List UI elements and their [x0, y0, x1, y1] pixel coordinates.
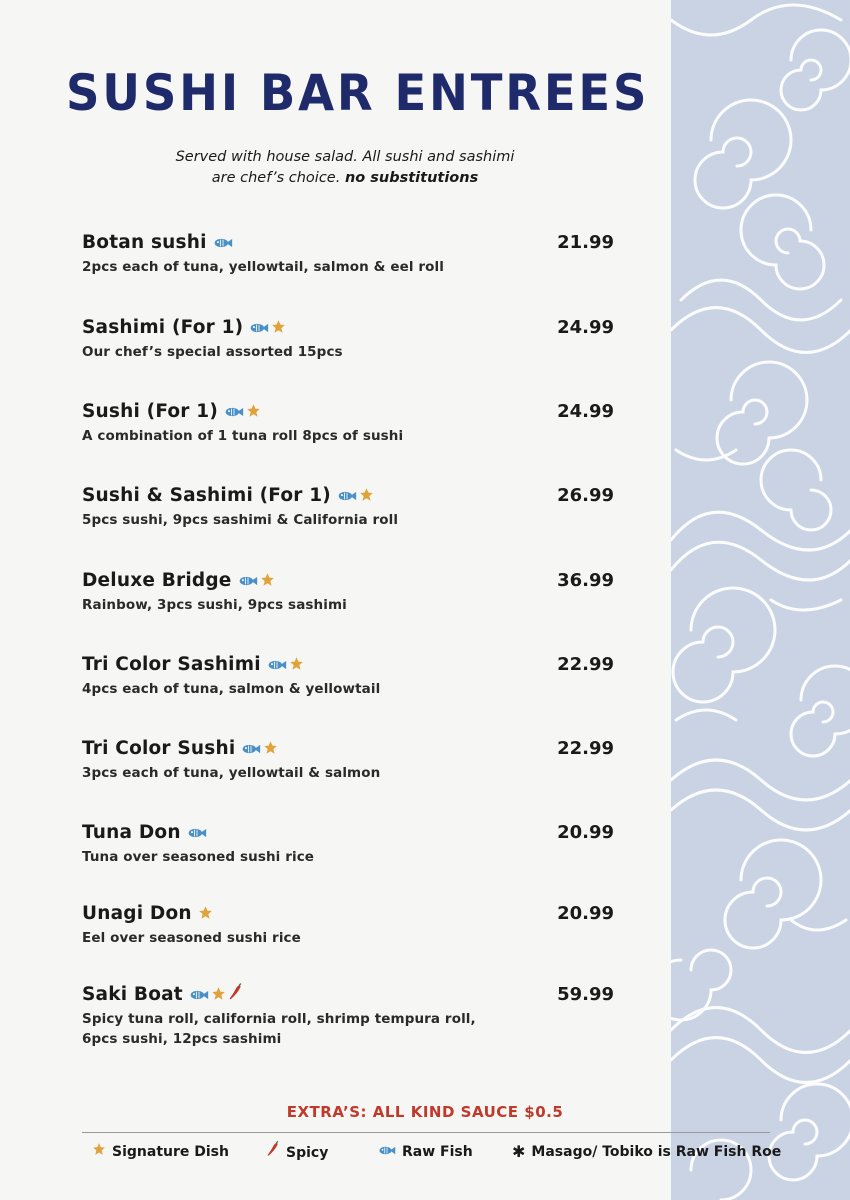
menu-item-description: Our chef’s special assorted 15pcs	[82, 344, 343, 360]
menu-item	[82, 398, 622, 446]
star-icon	[92, 1141, 106, 1163]
menu-item-name: Sushi & Sashimi (For 1)	[82, 485, 331, 506]
menu-item-header	[82, 819, 622, 847]
menu-item-icons	[189, 981, 245, 1009]
menu-item-icons	[337, 482, 376, 510]
legend-spicy: Spicy	[266, 1141, 328, 1164]
subtitle-line-1: Served with house salad. All sushi and sashimi	[175, 149, 515, 165]
subtitle-line-2: are chef’s choice. no substitutions	[211, 170, 479, 186]
menu-item-header	[82, 900, 622, 928]
page-title: SUSHI BAR ENTREES	[66, 64, 650, 122]
menu-item	[82, 981, 622, 1049]
menu-item-header	[82, 482, 622, 510]
menu-item	[82, 229, 622, 277]
chili-pepper-icon	[228, 982, 243, 1010]
menu-item-description: 2pcs each of tuna, yellowtail, salmon & eel roll	[82, 259, 444, 275]
wave-pattern-icon	[671, 0, 850, 1200]
menu-item-description: Eel over seasoned sushi rice	[82, 930, 301, 946]
menu-item-price: 36.99	[557, 570, 614, 591]
menu-item-name: Botan sushi	[82, 232, 207, 253]
legend-raw-fish: Raw Fish	[378, 1141, 473, 1163]
menu-item-header	[82, 314, 622, 342]
menu-item-icons	[198, 900, 215, 928]
menu-item-price: 24.99	[557, 317, 614, 338]
menu-item-icons	[267, 651, 306, 679]
star-icon	[246, 399, 261, 427]
fish-icon	[224, 399, 244, 427]
menu-item-icons	[213, 229, 235, 257]
menu-item-header	[82, 398, 622, 426]
menu-item-icons	[187, 819, 209, 847]
menu-item	[82, 819, 622, 867]
wave-pattern-panel	[671, 0, 850, 1200]
menu-item-price: 59.99	[557, 984, 614, 1005]
menu-item-price: 20.99	[557, 903, 614, 924]
fish-icon	[238, 568, 258, 596]
fish-icon	[187, 820, 207, 848]
menu-item-name: Tri Color Sushi	[82, 738, 236, 759]
menu-item	[82, 735, 622, 783]
menu-item-header	[82, 981, 622, 1009]
menu-item-price: 22.99	[557, 738, 614, 759]
menu-item-name: Sashimi (For 1)	[82, 317, 244, 338]
menu-item-description: 4pcs each of tuna, salmon & yellowtail	[82, 681, 381, 697]
extras-note: EXTRA’S: ALL KIND SAUCE $0.5	[286, 1103, 564, 1121]
menu-item	[82, 651, 622, 699]
menu-item	[82, 314, 622, 362]
menu-item-price: 21.99	[557, 232, 614, 253]
menu-item-description: Spicy tuna roll, california roll, shrimp tempura roll, 6pcs sushi, 12pcs sashimi	[82, 1011, 476, 1047]
menu-item	[82, 567, 622, 615]
legend-masago: ✱ Masago/ Tobiko is Raw Fish Roe	[512, 1142, 782, 1161]
menu-item-name: Tuna Don	[82, 822, 181, 843]
menu-item-header	[82, 735, 622, 763]
fish-icon	[189, 982, 209, 1010]
fish-icon	[213, 230, 233, 258]
menu-item-header	[82, 229, 622, 257]
menu-item-icons	[224, 398, 263, 426]
no-substitutions-note: no substitutions	[344, 170, 479, 186]
fish-icon	[378, 1141, 396, 1163]
menu-item-description: 3pcs each of tuna, yellowtail & salmon	[82, 765, 381, 781]
chili-pepper-icon	[266, 1141, 280, 1164]
fish-icon	[267, 652, 287, 680]
menu-item-icons	[241, 735, 280, 763]
menu-item-header	[82, 567, 622, 595]
menu-item-price: 22.99	[557, 654, 614, 675]
menu-item-icons	[238, 567, 277, 595]
star-icon	[263, 736, 278, 764]
menu-item-description: 5pcs sushi, 9pcs sashimi & California roll	[82, 512, 399, 528]
star-icon	[359, 483, 374, 511]
menu-item-description: A combination of 1 tuna roll 8pcs of sushi	[82, 428, 404, 444]
menu-item-name: Deluxe Bridge	[82, 570, 232, 591]
fish-icon	[241, 736, 261, 764]
legend	[92, 1141, 782, 1165]
fish-icon	[337, 483, 357, 511]
menu-item-price: 26.99	[557, 485, 614, 506]
menu-item-price: 20.99	[557, 822, 614, 843]
star-icon	[271, 315, 286, 343]
menu-item-icons	[249, 314, 288, 342]
menu-item	[82, 482, 622, 530]
menu-item	[82, 900, 622, 948]
menu-item-name: Sushi (For 1)	[82, 401, 219, 422]
fish-icon	[249, 315, 269, 343]
menu-item-name: Tri Color Sashimi	[82, 654, 261, 675]
menu-item-description: Rainbow, 3pcs sushi, 9pcs sashimi	[82, 597, 347, 613]
star-icon	[289, 652, 304, 680]
divider	[82, 1132, 770, 1133]
star-icon	[198, 901, 213, 929]
legend-signature: Signature Dish	[92, 1141, 229, 1163]
menu-item-name: Saki Boat	[82, 984, 183, 1005]
subtitle	[150, 147, 540, 189]
menu-item-price: 24.99	[557, 401, 614, 422]
star-icon	[211, 982, 226, 1010]
asterisk-icon: ✱	[512, 1142, 526, 1161]
menu-item-header	[82, 651, 622, 679]
star-icon	[260, 568, 275, 596]
menu-item-name: Unagi Don	[82, 903, 192, 924]
menu-item-description: Tuna over seasoned sushi rice	[82, 849, 315, 865]
